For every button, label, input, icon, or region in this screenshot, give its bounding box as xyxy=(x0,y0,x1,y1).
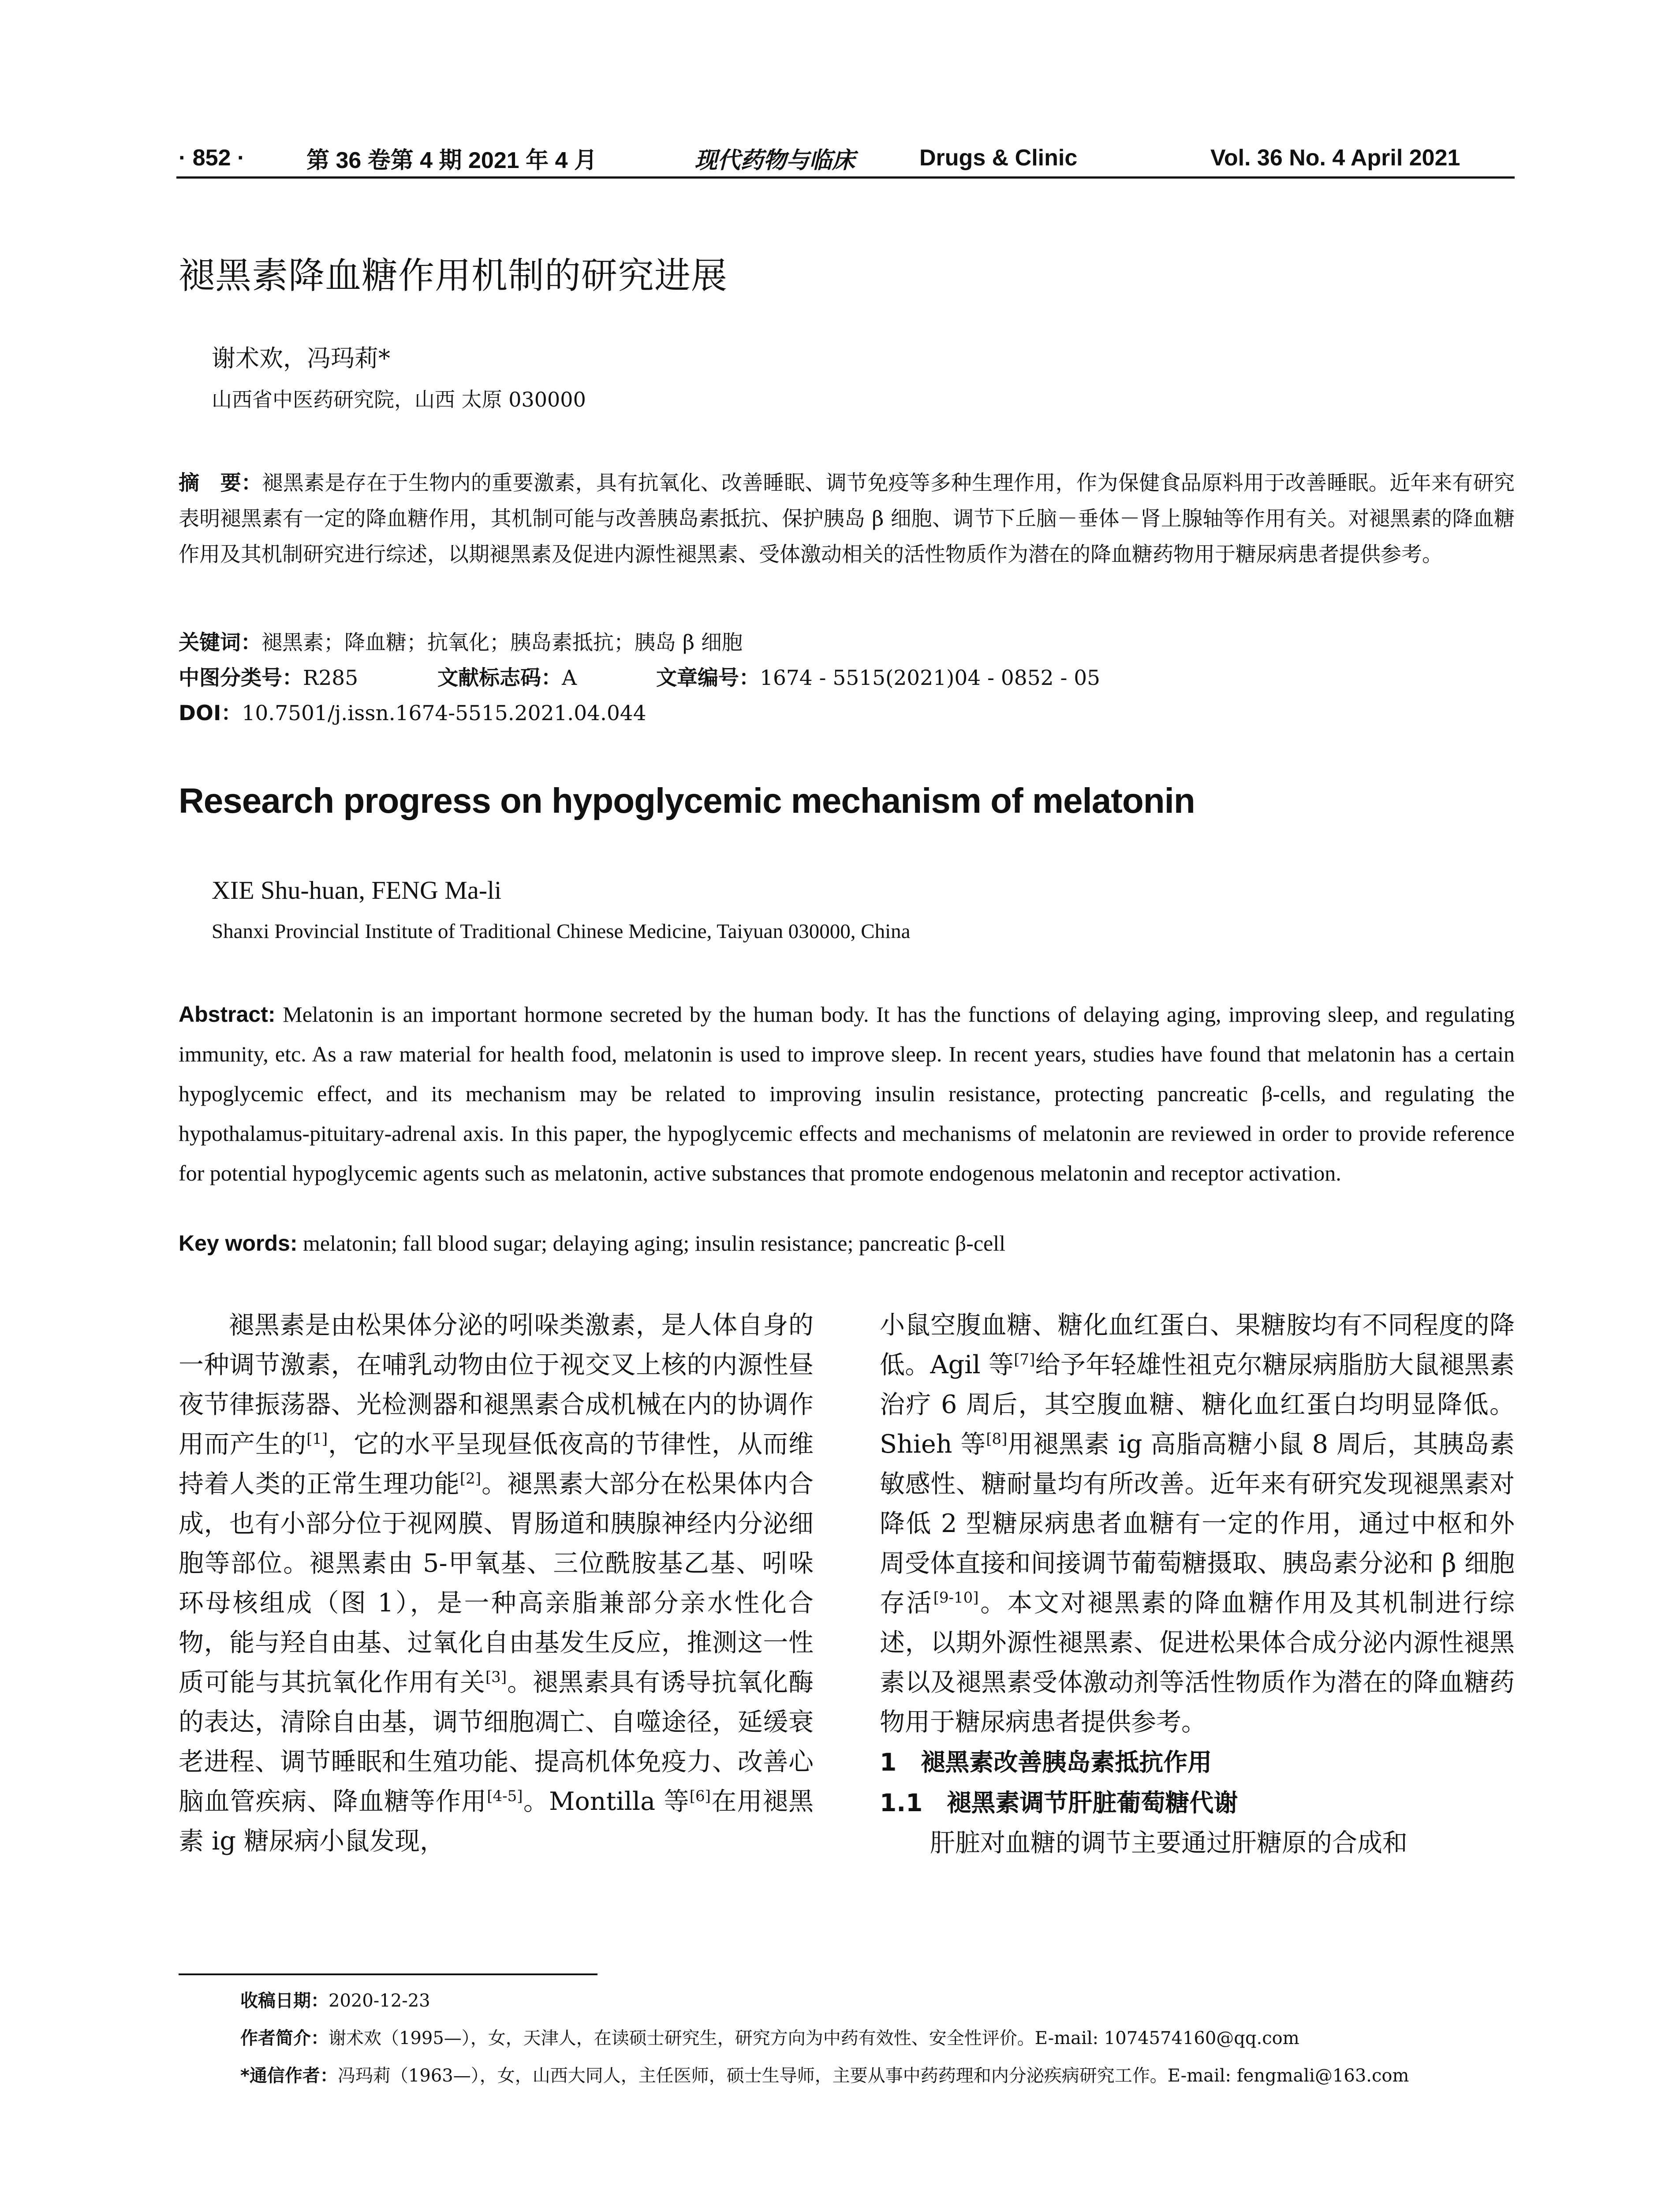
footnote-divider xyxy=(179,1973,597,1975)
article-title-en: Research progress on hypoglycemic mechanism of melatonin xyxy=(179,781,1195,820)
abstract-cn-label: 摘 要： xyxy=(179,471,262,495)
keywords-cn: 关键词：褪黑素；降血糖；抗氧化；胰岛素抵抗；胰岛 β 细胞 xyxy=(179,631,743,655)
citation[interactable]: [7] xyxy=(1014,1351,1035,1368)
citation[interactable]: [9-10] xyxy=(933,1589,979,1607)
clc-code: R285 xyxy=(303,666,358,690)
body-column-right xyxy=(880,1305,1515,1863)
abstract-cn xyxy=(179,465,1515,572)
article-title-cn: 褪黑素降血糖作用机制的研究进展 xyxy=(179,255,728,297)
citation[interactable]: [4-5] xyxy=(487,1787,523,1805)
journal-name-cn: 现代药物与临床 xyxy=(694,146,855,174)
article-number: 1674 - 5515(2021)04 - 0852 - 05 xyxy=(760,666,1101,690)
footnote-received: 收稿日期：2020-12-23 xyxy=(240,1991,430,2011)
keywords-en: Key words: melatonin; fall blood sugar; delaying aging; insulin resistance; pancreatic β-cell xyxy=(179,1231,1006,1256)
journal-name-en: Drugs & Clinic xyxy=(919,145,1078,171)
citation[interactable]: [2] xyxy=(459,1470,482,1487)
doc-code: A xyxy=(562,666,577,690)
abstract-en-text: Melatonin is an important hormone secreted by the human body. It has the functions of delaying aging, improving sleep, and regulating immunity, etc. As a raw material for health food, melatonin is used to improve sleep. In recent years, studies have found that melatonin has a certain hypoglycemic effect, and its mechanism may be related to improving insulin resistance, protecting pancreatic β-cells, and regulating the hypothalamus-pituitary-adrenal axis. In this paper, the hypoglycemic effects and mechanisms of melatonin are reviewed in order to provide reference for potential hypoglycemic agents such as melatonin, active substances that promote endogenous melatonin and receptor activation. xyxy=(179,1002,1515,1185)
footnote-author: 作者简介：谢术欢（1995—），女，天津人，在读硕士研究生，研究方向为中药有效性、安全性评价。E-mail: 1074574160@qq.com xyxy=(240,2028,1299,2048)
body-column-left xyxy=(179,1305,814,1861)
abstract-en xyxy=(179,994,1515,1193)
body-paragraph: 肝脏对血糖的调节主要通过肝糖原的合成和 xyxy=(930,1828,1407,1857)
page-number: · 852 · xyxy=(179,145,245,171)
authors-en: XIE Shu-huan, FENG Ma-li xyxy=(212,876,502,904)
footnote-corresponding: *通信作者：冯玛莉（1963—），女，山西大同人，主任医师，硕士生导师，主要从事中药药理和内分泌疾病研究工作。E-mail: fengmali@163.com xyxy=(240,2066,1409,2086)
citation[interactable]: [1] xyxy=(306,1430,328,1448)
doi-link[interactable]: 10.7501/j.issn.1674-5515.2021.04.044 xyxy=(242,701,646,725)
citation[interactable]: [8] xyxy=(986,1430,1008,1448)
issue-cn: 第 36 卷第 4 期 2021 年 4 月 xyxy=(306,147,597,173)
body-paragraph: 小鼠空腹血糖、糖化血红蛋白、果糖胺均有不同程度的降低。Agil 等[7]给予年轻雄性祖克尔糖尿病脂肪大鼠褪黑素治疗 6 周后，其空腹血糖、糖化血红蛋白均明显降低。Shieh 等[8]用褪黑素 ig 高脂高糖小鼠 8 周后，其胰岛素敏感性、糖耐量均有所改善。近年来有研究发现褪黑素对降低 2 型糖尿病患者血糖有一定的作用，通过中枢和外周受体直接和间接调节葡萄糖摄取、胰岛素分泌和 β 细胞存活[9-10]。本文对褪黑素的降血糖作用及其机制进行综述，以期外源性褪黑素、促进松果体合成分泌内源性褪黑素以及褪黑素受体激动剂等活性物质作为潜在的降血糖药物用于糖尿病患者提供参考。 xyxy=(880,1311,1515,1737)
section-heading-1-1: 1.1 褪黑素调节肝脏葡萄糖代谢 xyxy=(880,1789,1238,1817)
abstract-en-label: Abstract: xyxy=(179,1002,276,1027)
doi-line: DOI：10.7501/j.issn.1674-5515.2021.04.044 xyxy=(179,701,646,725)
citation[interactable]: [3] xyxy=(485,1668,507,1686)
section-heading-1: 1 褪黑素改善胰岛素抵抗作用 xyxy=(880,1748,1212,1776)
abstract-cn-text: 褪黑素是存在于生物内的重要激素，具有抗氧化、改善睡眠、调节免疫等多种生理作用，作为保健食品原料用于改善睡眠。近年来有研究表明褪黑素有一定的降血糖作用，其机制可能与改善胰岛素抵抗、保护胰岛 β 细胞、调节下丘脑－垂体－肾上腺轴等作用有关。对褪黑素的降血糖作用及其机制研究进行综述，以期褪黑素及促进内源性褪黑素、受体激动相关的活性物质作为潜在的降血糖药物用于糖尿病患者提供参考。 xyxy=(179,471,1515,567)
authors-cn: 谢术欢，冯玛莉* xyxy=(212,344,390,372)
issue-en: Vol. 36 No. 4 April 2021 xyxy=(1210,145,1460,171)
header-divider xyxy=(176,176,1515,179)
affiliation-en: Shanxi Provincial Institute of Traditional Chinese Medicine, Taiyuan 030000, China xyxy=(212,920,911,943)
affiliation-cn: 山西省中医药研究院，山西 太原 030000 xyxy=(212,388,586,411)
body-paragraph: 褪黑素是由松果体分泌的吲哚类激素，是人体自身的一种调节激素，在哺乳动物由位于视交叉上核的内源性昼夜节律振荡器、光检测器和褪黑素合成机械在内的协调作用而产生的[1]，它的水平呈现昼低夜高的节律性，从而维持着人类的正常生理功能[2]。褪黑素大部分在松果体内合成，也有小部分位于视网膜、胃肠道和胰腺神经内分泌细胞等部位。褪黑素由 5-甲氧基、三位酰胺基乙基、吲哚环母核组成（图 1），是一种高亲脂兼部分亲水性化合物，能与羟自由基、过氧化自由基发生反应，推测这一性质可能与其抗氧化作用有关[3]。褪黑素具有诱导抗氧化酶的表达，清除自由基，调节细胞凋亡、自噬途径，延缓衰老进程、调节睡眠和生殖功能、提高机体免疫力、改善心脑血管疾病、降血糖等作用[4-5]。Montilla 等[6]在用褪黑素 ig 糖尿病小鼠发现， xyxy=(179,1311,814,1856)
running-header xyxy=(179,140,1506,176)
classification-line: 中图分类号：R285 文献标志码：A 文章编号：1674 - 5515(2021)04 - 0852 - 05 xyxy=(179,666,1101,690)
citation[interactable]: [6] xyxy=(689,1787,711,1805)
